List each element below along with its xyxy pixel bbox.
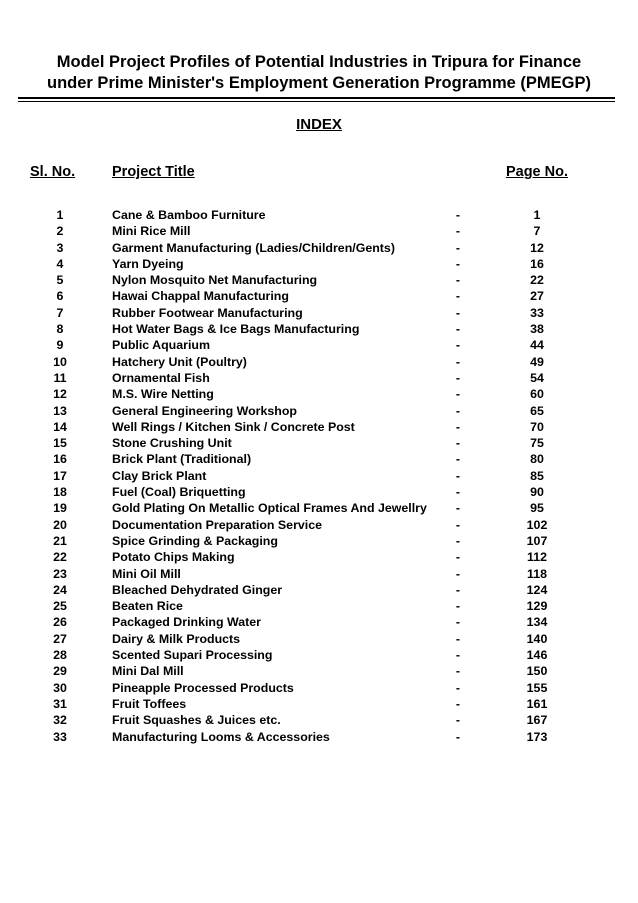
row-page-no: 49 <box>530 354 544 369</box>
row-project-title: Pineapple Processed Products <box>112 680 294 695</box>
row-page-no: 65 <box>530 403 544 418</box>
table-row <box>0 631 638 647</box>
row-page-no: 102 <box>526 517 548 532</box>
table-row <box>0 712 638 728</box>
row-project-title: Ornamental Fish <box>112 370 210 385</box>
row-page-no: 70 <box>530 419 544 434</box>
row-separator: - <box>455 387 461 402</box>
row-project-title: Hawai Chappal Manufacturing <box>112 289 289 304</box>
document-title <box>18 52 620 94</box>
row-page-no: 173 <box>526 729 548 744</box>
row-sl-no: 29 <box>53 664 67 679</box>
header-project-title: Project Title <box>112 164 195 180</box>
row-page-no: 118 <box>527 566 547 581</box>
row-sl-no: 24 <box>53 582 67 597</box>
row-project-title: Stone Crushing Unit <box>112 436 232 451</box>
row-page-no: 161 <box>526 696 548 711</box>
row-page-no: 22 <box>530 273 544 288</box>
row-sl-no: 20 <box>53 517 67 532</box>
row-page-no: 107 <box>526 533 548 548</box>
row-separator: - <box>455 713 461 728</box>
row-project-title: Bleached Dehydrated Ginger <box>112 582 283 597</box>
row-page-no: 38 <box>530 322 544 337</box>
table-row <box>0 549 638 565</box>
row-separator: - <box>455 256 461 271</box>
row-project-title: Clay Brick Plant <box>112 468 207 483</box>
row-project-title: Hatchery Unit (Poultry) <box>112 354 247 369</box>
row-sl-no: 22 <box>53 550 67 565</box>
table-row <box>0 321 638 337</box>
row-page-no: 146 <box>526 648 548 663</box>
row-project-title: Scented Supari Processing <box>112 648 273 663</box>
row-page-no: 134 <box>526 615 548 630</box>
row-project-title: Mini Oil Mill <box>112 566 181 581</box>
row-sl-no: 12 <box>53 387 67 402</box>
table-row <box>0 240 638 256</box>
table-row <box>0 566 638 582</box>
row-sl-no: 5 <box>56 273 64 288</box>
row-separator: - <box>455 468 461 483</box>
row-sl-no: 17 <box>53 468 67 483</box>
row-sl-no: 23 <box>53 566 67 581</box>
table-row <box>0 517 638 533</box>
table-row <box>0 647 638 663</box>
row-separator: - <box>455 533 461 548</box>
row-page-no: 12 <box>530 240 544 255</box>
row-page-no: 140 <box>526 631 548 646</box>
row-separator: - <box>455 436 461 451</box>
row-page-no: 80 <box>530 452 544 467</box>
table-row <box>0 207 638 223</box>
row-sl-no: 6 <box>56 289 64 304</box>
row-sl-no: 30 <box>53 680 67 695</box>
row-separator: - <box>455 696 461 711</box>
row-separator: - <box>455 289 461 304</box>
row-separator: - <box>455 550 461 565</box>
table-row <box>0 582 638 598</box>
row-page-no: 129 <box>526 599 548 614</box>
row-separator: - <box>455 208 461 222</box>
table-row <box>0 419 638 435</box>
table-row <box>0 696 638 712</box>
row-project-title: Potato Chips Making <box>112 550 235 565</box>
row-sl-no: 3 <box>56 240 64 255</box>
row-separator: - <box>455 582 461 597</box>
row-sl-no: 1 <box>56 208 64 222</box>
table-row <box>0 305 638 321</box>
table-row <box>0 272 638 288</box>
table-row <box>0 533 638 549</box>
table-row <box>0 223 638 239</box>
table-row <box>0 288 638 304</box>
table-row <box>0 435 638 451</box>
row-page-no: 44 <box>530 338 544 353</box>
table-row <box>0 598 638 614</box>
row-project-title: Fruit Toffees <box>112 696 187 711</box>
row-separator: - <box>455 729 461 744</box>
row-separator: - <box>455 615 461 630</box>
row-sl-no: 11 <box>53 370 67 385</box>
row-separator: - <box>455 403 461 418</box>
row-project-title: M.S. Wire Netting <box>112 387 214 402</box>
row-separator: - <box>455 370 461 385</box>
row-separator: - <box>455 452 461 467</box>
row-project-title: Rubber Footwear Manufacturing <box>112 305 303 320</box>
table-row <box>0 256 638 272</box>
row-page-no: 85 <box>530 468 544 483</box>
row-sl-no: 33 <box>53 729 67 744</box>
row-separator: - <box>455 240 461 255</box>
title-rule-thick <box>18 97 615 99</box>
row-page-no: 54 <box>530 370 544 385</box>
row-page-no: 60 <box>530 387 544 402</box>
row-project-title: Documentation Preparation Service <box>112 517 323 532</box>
row-project-title: Mini Rice Mill <box>112 224 191 239</box>
row-sl-no: 10 <box>53 354 67 369</box>
row-sl-no: 18 <box>53 485 67 500</box>
table-row <box>0 451 638 467</box>
row-project-title: Cane & Bamboo Furniture <box>112 208 266 222</box>
row-sl-no: 9 <box>56 338 64 353</box>
row-page-no: 150 <box>526 664 548 679</box>
row-separator: - <box>455 419 461 434</box>
row-project-title: Brick Plant (Traditional) <box>112 452 252 467</box>
row-separator: - <box>455 566 461 581</box>
row-sl-no: 13 <box>53 403 67 418</box>
row-project-title: Beaten Rice <box>112 599 183 614</box>
row-separator: - <box>455 648 461 663</box>
row-separator: - <box>455 322 461 337</box>
row-sl-no: 32 <box>53 713 67 728</box>
row-project-title: Mini Dal Mill <box>112 664 184 679</box>
index-heading: INDEX <box>296 116 342 133</box>
row-sl-no: 19 <box>53 501 67 516</box>
row-separator: - <box>455 680 461 695</box>
row-page-no: 95 <box>530 501 544 516</box>
row-project-title: Well Rings / Kitchen Sink / Concrete Post <box>112 419 355 434</box>
table-row <box>0 484 638 500</box>
row-sl-no: 26 <box>53 615 67 630</box>
row-page-no: 27 <box>530 289 544 304</box>
row-separator: - <box>455 338 461 353</box>
table-row <box>0 354 638 370</box>
row-project-title: Spice Grinding & Packaging <box>112 533 278 548</box>
row-sl-no: 16 <box>53 452 67 467</box>
row-project-title: Fuel (Coal) Briquetting <box>112 485 246 500</box>
row-separator: - <box>455 224 461 239</box>
table-row <box>0 370 638 386</box>
row-project-title: General Engineering Workshop <box>112 403 297 418</box>
row-project-title: Packaged Drinking Water <box>112 615 261 630</box>
row-separator: - <box>455 485 461 500</box>
row-sl-no: 25 <box>53 599 67 614</box>
row-project-title: Yarn Dyeing <box>112 256 184 271</box>
title-rule-thin <box>18 101 615 102</box>
row-sl-no: 4 <box>56 256 64 271</box>
index-table <box>0 207 638 745</box>
row-project-title: Hot Water Bags & Ice Bags Manufacturing <box>112 322 360 337</box>
row-separator: - <box>455 517 461 532</box>
row-sl-no: 31 <box>53 696 67 711</box>
row-project-title: Gold Plating On Metallic Optical Frames And Jewellry <box>112 501 427 516</box>
row-page-no: 75 <box>530 436 544 451</box>
header-sl-no: Sl. No. <box>30 164 76 180</box>
row-sl-no: 14 <box>53 419 67 434</box>
row-page-no: 155 <box>526 680 548 695</box>
row-project-title: Public Aquarium <box>112 338 210 353</box>
row-separator: - <box>455 599 461 614</box>
row-separator: - <box>455 305 461 320</box>
row-page-no: 1 <box>533 208 541 222</box>
row-page-no: 167 <box>526 713 548 728</box>
row-sl-no: 21 <box>53 533 67 548</box>
row-project-title: Dairy & Milk Products <box>112 631 241 646</box>
row-sl-no: 15 <box>53 436 67 451</box>
table-row <box>0 403 638 419</box>
row-project-title: Manufacturing Looms & Accessories <box>112 729 330 744</box>
row-separator: - <box>455 354 461 369</box>
row-separator: - <box>455 273 461 288</box>
row-page-no: 90 <box>530 485 544 500</box>
title-line-2: under Prime Minister's Employment Generation Programme (PMEGP) <box>47 74 591 92</box>
row-project-title: Nylon Mosquito Net Manufacturing <box>112 273 318 288</box>
table-row <box>0 680 638 696</box>
row-project-title: Fruit Squashes & Juices etc. <box>112 713 281 728</box>
row-separator: - <box>455 631 461 646</box>
row-page-no: 16 <box>530 256 544 271</box>
table-row <box>0 663 638 679</box>
row-page-no: 7 <box>533 224 541 239</box>
row-sl-no: 7 <box>56 305 64 320</box>
header-page-no: Page No. <box>505 164 568 180</box>
row-separator: - <box>455 664 461 679</box>
table-row <box>0 468 638 484</box>
table-row <box>0 729 638 745</box>
table-row <box>0 500 638 516</box>
row-separator: - <box>455 501 461 516</box>
row-sl-no: 27 <box>53 631 67 646</box>
table-row <box>0 337 638 353</box>
table-row <box>0 614 638 630</box>
row-page-no: 112 <box>527 550 547 565</box>
row-sl-no: 2 <box>56 224 64 239</box>
row-page-no: 124 <box>526 582 548 597</box>
row-sl-no: 8 <box>56 322 64 337</box>
row-sl-no: 28 <box>53 648 67 663</box>
row-project-title: Garment Manufacturing (Ladies/Children/Gents) <box>112 240 395 255</box>
table-row <box>0 386 638 402</box>
title-line-1: Model Project Profiles of Potential Industries in Tripura for Finance <box>56 53 582 71</box>
row-page-no: 33 <box>530 305 544 320</box>
